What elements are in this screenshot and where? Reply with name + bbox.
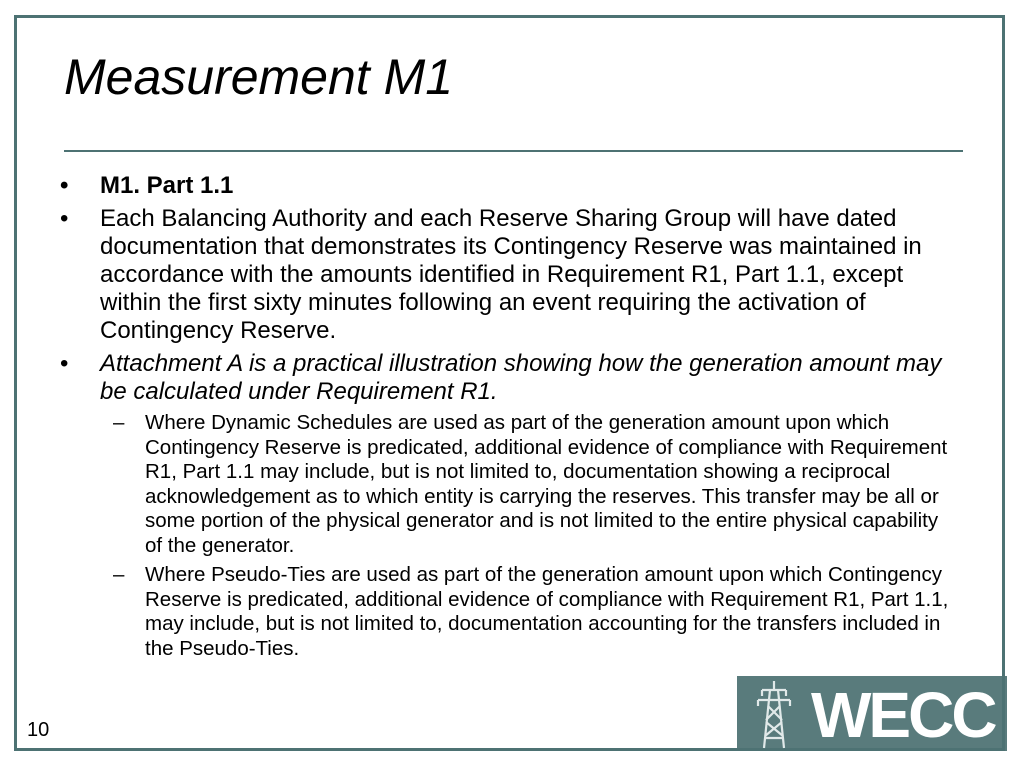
bullet-text: Each Balancing Authority and each Reserve Sharing Group will have dated documentation that demonstrates its Contingency Reserve was maintained in accordance with the amounts identified in Requirement R1, Part 1.1, except within the first sixty minutes following an event requiring the activation of Contingency Reserve. — [100, 205, 922, 344]
bullet-item — [60, 350, 960, 406]
bullet-marker: • — [60, 350, 69, 377]
bullet-item — [60, 205, 960, 345]
wecc-logo — [737, 676, 1007, 751]
sub-bullet-text: Where Pseudo-Ties are used as part of the generation amount upon which Contingency Reserve is predicated, additional evidence of compliance with Requirement R1, Part 1.1, may include, but is not limited to, documentation accounting for the transfers included in the Pseudo-Ties. — [145, 563, 949, 660]
title-divider — [64, 150, 963, 152]
bullet-text: Attachment A is a practical illustration showing how the generation amount may be calculated under Requirement R1. — [100, 350, 942, 405]
slide-title: Measurement M1 — [64, 49, 454, 105]
sub-bullet-item — [60, 411, 960, 558]
bullet-item — [60, 172, 960, 200]
page-number: 10 — [27, 719, 50, 741]
bullet-marker: • — [60, 205, 69, 232]
sub-bullet-marker: – — [113, 411, 125, 434]
sub-bullet-text: Where Dynamic Schedules are used as part of the generation amount upon which Contingency Reserve is predicated, additional evidence of compliance with Requirement R1, Part 1.1 may include, but is not limited to, documentation showing a reciprocal acknowledgement as to which entity is carrying the reserves. This transfer may be all or some portion of the physical generator and is not limited to the entire physical capability of the generator. — [145, 411, 948, 557]
bullet-marker: • — [60, 172, 69, 199]
transmission-tower-icon — [749, 678, 799, 750]
bullet-text: M1. Part 1.1 — [100, 172, 234, 199]
slide-content — [60, 172, 960, 666]
sub-bullet-item — [60, 563, 960, 661]
logo-text: WECC — [811, 679, 995, 751]
sub-bullet-marker: – — [113, 563, 125, 586]
